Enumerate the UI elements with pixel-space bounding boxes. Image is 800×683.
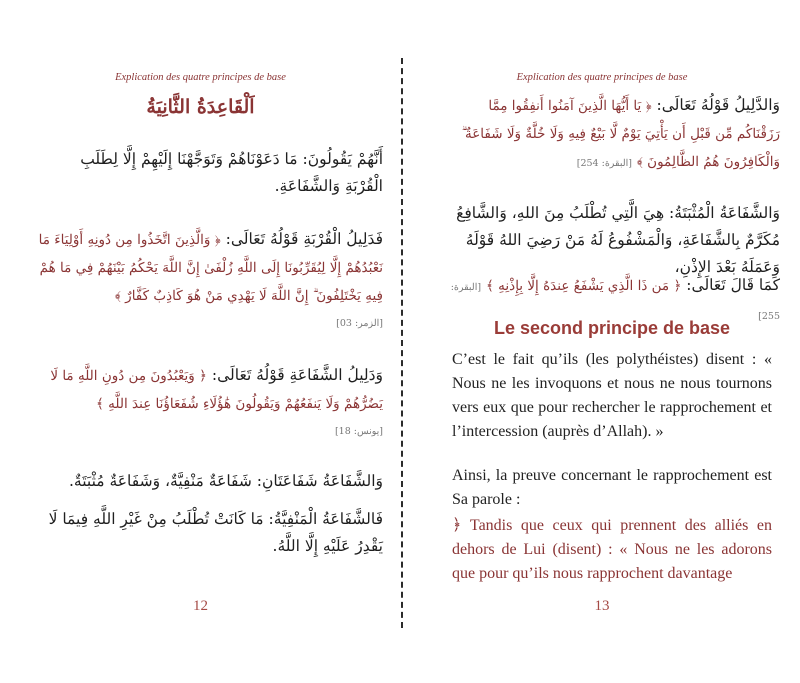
- verse-reference: [البقرة: 254]: [576, 158, 632, 169]
- verse-reference: [البقرة: 255]: [450, 282, 780, 322]
- section-title-french: Le second principe de base: [493, 318, 731, 338]
- paragraph-with-quran-verse: [450, 92, 780, 177]
- quran-verse: ﴿ يَا أَيُّهَا الَّذِينَ آمَنُوا أَنفِقُوا مِمَّا رَزَقْنَاكُم مِّن قَبْلِ أَن يَأْتِيَ يَوْمٌ لَّا بَيْعٌ فِيهِ وَلَا خُلَّةٌ وَلَا شَفَاعَةٌ ۗ وَالْكَافِرُونَ هُمُ الظَّالِمُونَ ﴾: [461, 98, 780, 170]
- paragraph-with-quran-verse: [38, 226, 383, 337]
- french-quran-translation: ﴿ Tandis que ceux qui prennent des alliés en dehors de Lui (disent) : « Nous ne les adorons que pour qu’ils nous rapprochent davantage: [452, 517, 772, 582]
- paragraph: وَالشَّفَاعَةُ الْمُثْبَتَةُ: هِيَ الَّتِي تُطْلَبُ مِنَ اللهِ، وَالشَّافِعُ مُكَرَّمٌ بِالشَّفَاعَةِ، وَالْمَشْفُوعُ لَهُ مَنْ رَضِيَ اللهُ قَوْلَهُ وَعَمَلَهُ بَعْدَ الإِذْنِ،: [456, 204, 780, 276]
- running-head: Explication des quatre principes de base: [516, 72, 688, 83]
- running-head: Explication des quatre principes de base: [115, 72, 286, 83]
- paragraph-lead: وَدَلِيلُ الشَّفَاعَةِ قَوْلُهُ تَعَالَى:: [211, 366, 383, 384]
- page-divider: [401, 58, 403, 628]
- quran-verse: ﴿ وَيَعْبُدُونَ مِن دُونِ اللَّهِ مَا لَا يَضُرُّهُمْ وَلَا يَنفَعُهُمْ وَيَقُولُونَ هَٰؤُلَاءِ شُفَعَاؤُنَا عِندَ اللَّهِ ﴾: [50, 368, 383, 412]
- paragraph: فَالشَّفَاعَةُ الْمَنْفِيَّةُ: مَا كَانَتْ تُطْلَبُ مِنْ غَيْرِ اللَّهِ فِيمَا لَا يَقْدِرُ عَلَيْهِ إِلَّا اللَّهُ.: [48, 510, 383, 555]
- page-number: 13: [594, 598, 610, 614]
- french-paragraph: Ainsi, la preuve concernant le rapprochement est Sa parole :: [452, 467, 772, 508]
- page-number: 12: [193, 598, 208, 614]
- paragraph-lead: فَدَلِيلُ الْقُرْبَةِ قَوْلُهُ تَعَالَى:: [225, 230, 383, 248]
- section-heading-arabic: اَلْقَاعِدَةُ الثَّانِيَةُ: [146, 96, 255, 118]
- quran-verse: ﴿ وَالَّذِينَ اتَّخَذُوا مِن دُونِهِ أَوْلِيَاءَ مَا نَعْبُدُهُمْ إِلَّا لِيُقَرِّبُونَا إِلَى اللَّهِ زُلْفَىٰ إِنَّ اللَّهَ يَحْكُمُ بَيْنَهُمْ فِي مَا هُمْ فِيهِ يَخْتَلِفُونَ ۗ إِنَّ اللَّهَ لَا يَهْدِي مَنْ هُوَ كَاذِبٌ كَفَّارٌ ﴾: [38, 232, 383, 304]
- quran-verse: ﴿ مَن ذَا الَّذِي يَشْفَعُ عِندَهُ إِلَّا بِإِذْنِهِ ﴾: [485, 278, 682, 294]
- paragraph-lead: وَالدَّلِيلُ قَوْلُهُ تَعَالَى:: [656, 96, 780, 114]
- paragraph: أَنَّهُمْ يَقُولُونَ: مَا دَعَوْنَاهُمْ وَتَوَجَّهْنَا إِلَيْهِمْ إِلَّا لِطَلَبِ الْقُرْبَةِ وَالشَّفَاعَةِ.: [80, 150, 383, 195]
- verse-reference: [يونس: 18]: [334, 426, 383, 437]
- paragraph-with-quran-verse: [38, 362, 383, 445]
- verse-reference: [الزمر: 03]: [336, 318, 383, 329]
- paragraph: وَالشَّفَاعَةُ شَفَاعَتَانِ: شَفَاعَةٌ مَنْفِيَّةٌ، وَشَفَاعَةٌ مُثْبَتَةٌ.: [69, 472, 383, 490]
- french-paragraph: C’est le fait qu’ils (les polythéistes) disent : « Nous ne les invoquons et nous ne nous tournons vers eux que pour rechercher le rapprochement et l’intercession (auprès d’Allah). »: [452, 351, 772, 440]
- paragraph-lead: كَمَا قَالَ تَعَالَى:: [686, 276, 780, 294]
